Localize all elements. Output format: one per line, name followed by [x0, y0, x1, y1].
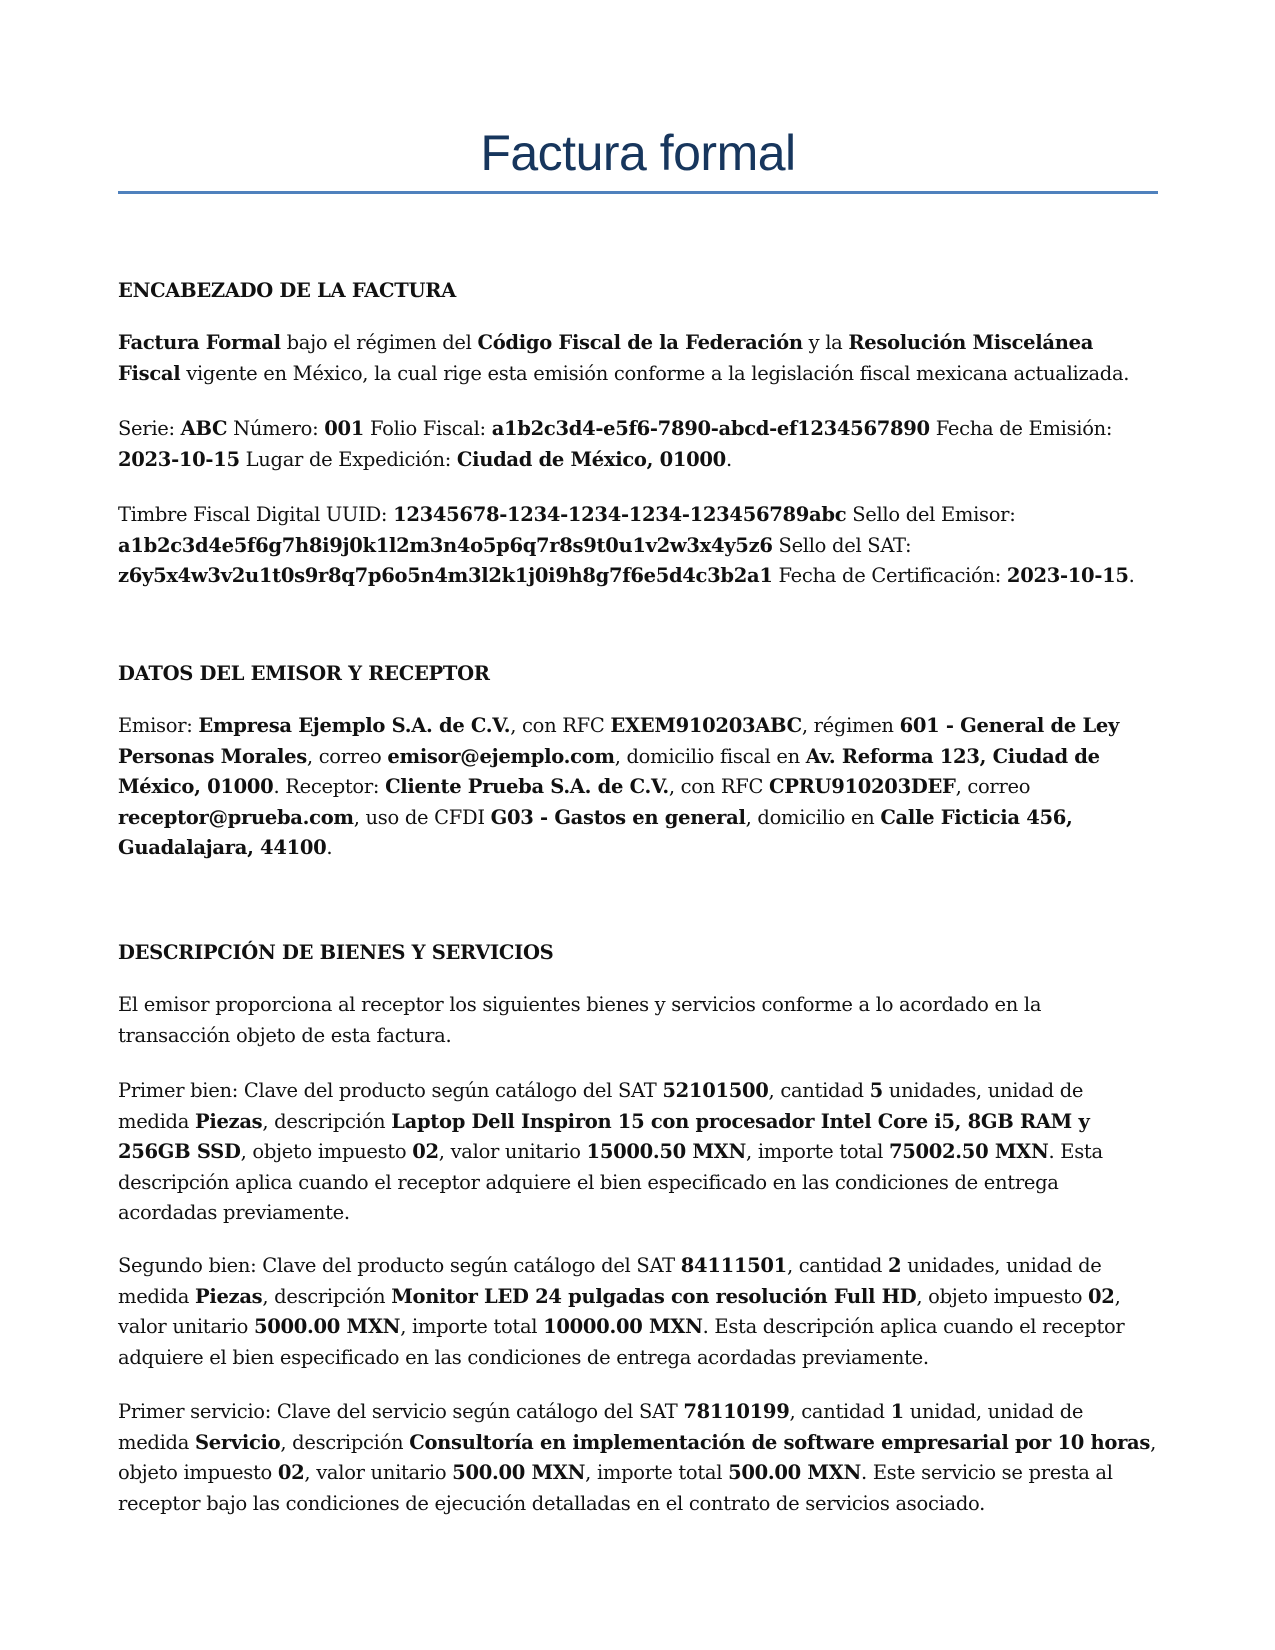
title-block	[118, 118, 1158, 188]
emisor-address: Av. Reforma 123, Ciudad de México, 01000	[118, 744, 1100, 798]
item-objeto-impuesto: 02	[1088, 1284, 1115, 1308]
parties-paragraph: Emisor: Empresa Ejemplo S.A. de C.V., con RFC EXEM910203ABC, régimen 601 - General de Ley Personas Morales, correo emisor@ejemplo.com, domicilio fiscal en Av. Reforma 123, Ciudad de México, 01000. Receptor: Cliente Prueba S.A. de C.V., con RFC CPRU910203DEF, correo receptor@prueba.com, uso de CFDI G03 - Gastos en general, domicilio en Calle Ficticia 456, Guadalajara, 44100.	[118, 714, 1120, 859]
emisor-name: Empresa Ejemplo S.A. de C.V.	[198, 714, 511, 737]
line-item: Primer bien: Clave del producto según catálogo del SAT 52101500, cantidad 5 unidades, unidad de medida Piezas, descripción Laptop Dell Inspiron 15 con procesador Intel Core i5, 8GB RAM y 256GB SSD, objeto impuesto 02, valor unitario 15000.50 MXN, importe total 75002.50 MXN. Esta descripción aplica cuando el receptor adquiere el bien especificado en las condiciones de entrega acordadas previamente.	[118, 1079, 1103, 1224]
section-heading: DATOS DEL EMISOR Y RECEPTOR	[118, 662, 490, 685]
item-cantidad: 5	[869, 1079, 883, 1102]
item-cantidad: 1	[890, 1400, 904, 1423]
invoice-header-section	[118, 276, 1158, 587]
item-objeto-impuesto: 02	[277, 1461, 305, 1484]
item-unidad: Servicio	[194, 1430, 281, 1454]
numero-value: 001	[324, 417, 365, 440]
serie-value: ABC	[180, 417, 228, 440]
uuid-value: 12345678-1234-1234-1234-123456789abc	[393, 503, 847, 526]
item-importe: 500.00 MXN	[728, 1461, 862, 1484]
emisor-email: emisor@ejemplo.com	[387, 744, 615, 768]
items-intro-paragraph: El emisor proporciona al receptor los siguientes bienes y servicios conforme a lo acordado en la transacción objeto de esta factura.	[118, 993, 1042, 1047]
receptor-rfc: CPRU910203DEF	[769, 775, 956, 798]
lugar-expedicion-value: Ciudad de México, 01000	[456, 447, 726, 471]
item-descripcion: Laptop Dell Inspiron 15 con procesador Intel Core i5, 8GB RAM y 256GB SSD	[118, 1109, 1090, 1163]
item-unidad: Piezas	[194, 1109, 263, 1133]
item-importe: 75002.50 MXN	[888, 1140, 1049, 1163]
item-objeto-impuesto: 02	[412, 1140, 439, 1163]
section-heading: DESCRIPCIÓN DE BIENES Y SERVICIOS	[118, 941, 554, 964]
doc-type: Factura Formal	[118, 331, 281, 354]
line-item: Segundo bien: Clave del producto según catálogo del SAT 84111501, cantidad 2 unidades, unidad de medida Piezas, descripción Monitor LED 24 pulgadas con resolución Full HD, objeto impuesto 02, valor unitario 5000.00 MXN, importe total 10000.00 MXN. Esta descripción aplica cuando el receptor adquiere el bien especificado en las condiciones de entrega acordadas previamente.	[118, 1254, 1125, 1369]
sello-sat-value: z6y5x4w3v2u1t0s9r8q7p6o5n4m3l2k1j0i9h8g7f6e5d4c3b2a1	[118, 564, 773, 587]
item-unidad: Piezas	[194, 1284, 263, 1308]
item-descripcion: Monitor LED 24 pulgadas con resolución Full HD	[391, 1284, 917, 1308]
legal-resolution: Resolución Miscelánea Fiscal	[118, 331, 1094, 385]
item-importe: 10000.00 MXN	[543, 1315, 703, 1338]
item-clave: 52101500	[662, 1079, 769, 1102]
receptor-name: Cliente Prueba S.A. de C.V.	[385, 775, 669, 798]
title-underline-rule	[118, 191, 1158, 194]
identifiers-paragraph: Serie: ABC Número: 001 Folio Fiscal: a1b2c3d4-e5f6-7890-abcd-ef1234567890 Fecha de Emisión: 2023-10-15 Lugar de Expedición: Ciudad de México, 01000.	[118, 417, 1113, 471]
fecha-certificacion-value: 2023-10-15	[1006, 564, 1129, 587]
intro-paragraph: Factura Formal bajo el régimen del Código Fiscal de la Federación y la Resolución Miscelánea Fiscal vigente en México, la cual rige esta emisión conforme a la legislación fiscal mexicana actualizada.	[118, 331, 1130, 385]
legal-code: Código Fiscal de la Federación	[477, 331, 803, 354]
item-valor-unitario: 15000.50 MXN	[586, 1140, 747, 1163]
emisor-regimen: 601 - General de Ley Personas Morales	[118, 714, 1120, 768]
parties-section	[118, 659, 1158, 859]
timbre-paragraph: Timbre Fiscal Digital UUID: 12345678-1234-1234-1234-123456789abc Sello del Emisor: a1b2c3d4e5f6g7h8i9j0k1l2m3n4o5p6q7r8s9t0u1v2w3x4y5z6 Sello del SAT: z6y5x4w3v2u1t0s9r8q7p6o5n4m3l2k1j0i9h8g7f6e5d4c3b2a1 Fecha de Certificación: 2023-10-15.	[118, 503, 1135, 587]
emisor-rfc: EXEM910203ABC	[610, 714, 802, 737]
receptor-uso-cfdi: G03 - Gastos en general	[490, 805, 746, 829]
sello-emisor-value: a1b2c3d4e5f6g7h8i9j0k1l2m3n4o5p6q7r8s9t0u1v2w3x4y5z6	[118, 533, 773, 557]
item-valor-unitario: 5000.00 MXN	[253, 1315, 401, 1338]
item-cantidad: 2	[888, 1254, 902, 1277]
items-section	[118, 938, 1158, 1515]
item-clave: 84111501	[680, 1254, 787, 1277]
folio-fiscal-value: a1b2c3d4-e5f6-7890-abcd-ef1234567890	[491, 417, 930, 440]
receptor-email: receptor@prueba.com	[118, 805, 354, 829]
item-valor-unitario: 500.00 MXN	[452, 1461, 586, 1484]
item-clave: 78110199	[683, 1400, 790, 1423]
section-heading: ENCABEZADO DE LA FACTURA	[118, 279, 456, 302]
page-title: Factura formal	[480, 125, 796, 181]
receptor-address: Calle Ficticia 456, Guadalajara, 44100	[118, 805, 1073, 859]
fecha-emision-value: 2023-10-15	[118, 447, 240, 471]
line-item: Primer servicio: Clave del servicio según catálogo del SAT 78110199, cantidad 1 unidad, unidad de medida Servicio, descripción Consultoría en implementación de software empresarial por 10 horas, objeto impuesto 02, valor unitario 500.00 MXN, importe total 500.00 MXN. Este servicio se presta al receptor bajo las condiciones de ejecución detalladas en el contrato de servicios asociado.	[118, 1400, 1156, 1515]
item-descripcion: Consultoría en implementación de software empresarial por 10 horas	[409, 1430, 1151, 1454]
